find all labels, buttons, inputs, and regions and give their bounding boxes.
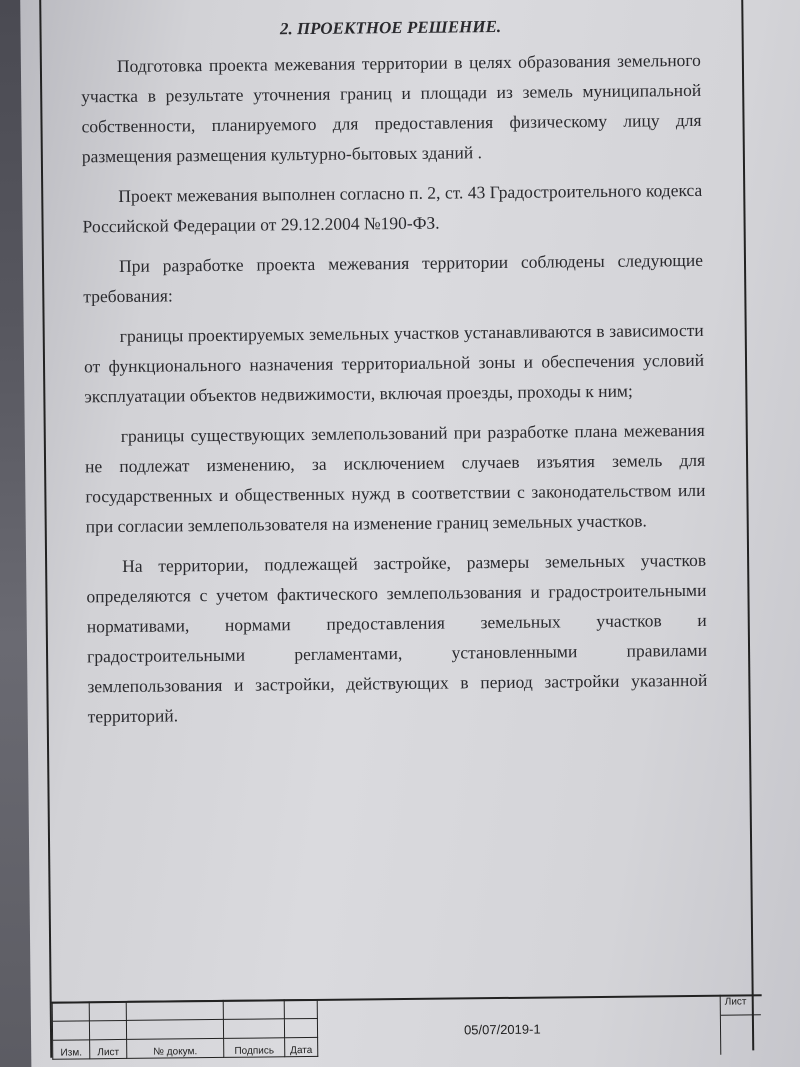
- col-list: Лист: [90, 1039, 127, 1058]
- title-block: [52, 994, 763, 1063]
- document-sheet: [20, 0, 800, 1067]
- paragraph-3: При разработке проекта межевания территории соблюдены следующие требования:: [83, 249, 704, 307]
- paragraph-6: На территории, подлежащей застройке, размеры земельных участков определяются с учетом фактического землепользования и градостроительными нормативами, нормами предоставления земельных участков и градостроительными регламентами, установленными правилами землепользования и застройки, действующих в период застройки указанной территорий.: [86, 549, 708, 727]
- paragraph-5: границы существующих землепользований при разработке плана межевания не подлежат изменению, за исключением случаев изъятия земель для государственных и общественных нужд в соответствии с законодательством или при согласии землепользователя на изменение границ земельных участков.: [84, 419, 706, 537]
- sheet-divider: [721, 1014, 761, 1015]
- col-date: Дата: [285, 1037, 318, 1056]
- col-signature: Подпись: [224, 1038, 285, 1058]
- col-izm: Изм.: [53, 1040, 90, 1059]
- paragraph-4: границы проектируемых земельных участков устанавливаются в зависимости от функционального назначения территориальной зоны и обеспечения условий эксплуатации объектов недвижимости, включая проезды, проходы к ним;: [83, 319, 705, 407]
- col-doc-number: № докум.: [127, 1038, 224, 1058]
- document-number: 05/07/2019-1: [463, 1021, 541, 1038]
- revision-table: [52, 999, 319, 1060]
- sheet-cell: [720, 994, 762, 1054]
- section-title: 2. ПРОЕКТНОЕ РЕШЕНИЕ.: [279, 16, 502, 39]
- paragraph-2: Проект межевания выполнен согласно п. 2, ст. 43 Градостроительного кодекса Российской Федерации от 29.12.2004 №190-ФЗ.: [82, 179, 703, 237]
- document-body: [80, 13, 708, 741]
- paragraph-1: Подготовка проекта межевания территории в целях образования земельного участка в результате уточнения границ и площади из земель муниципальной собственности, планируемого для предоставления физическому лицу для размещения размещения культурно-бытовых зданий .: [81, 49, 702, 167]
- sheet-label: Лист: [724, 996, 747, 1008]
